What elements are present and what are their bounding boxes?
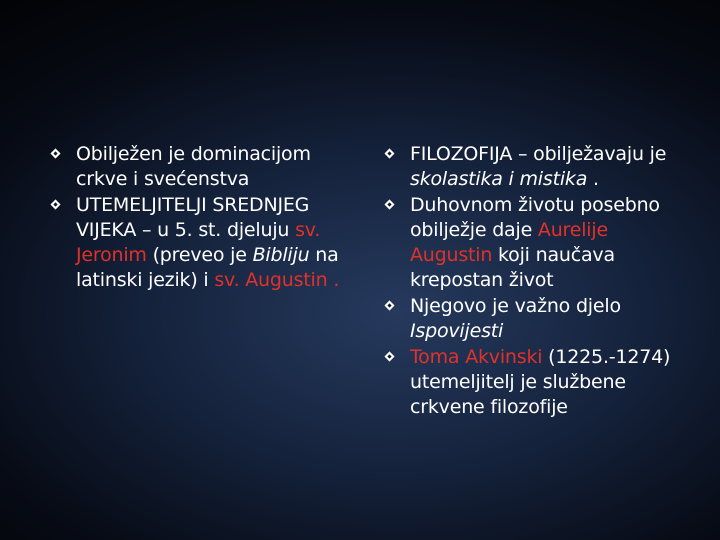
diamond-bullet-icon	[51, 149, 61, 159]
diamond-bullet-icon	[385, 301, 395, 311]
right-bullet-item-3	[382, 294, 694, 344]
title-biblija: Bibliju	[252, 244, 310, 266]
diamond-bullet-icon	[51, 200, 61, 210]
right-item-4-text: (1225.-1274) utemeljitelj je službene crkvene filozofije	[410, 346, 671, 418]
right-bullet-item-4	[382, 345, 694, 420]
diamond-bullet-icon	[385, 149, 395, 159]
skolastika-mistika: skolastika i mistika	[410, 168, 588, 190]
right-item-1-text: .	[587, 168, 599, 190]
right-bullet-item-2	[382, 193, 694, 293]
left-item-1-text: Obilježen je dominacijom crkve i svećenstva	[76, 143, 311, 190]
right-bullet-list	[382, 142, 694, 421]
right-item-3-text: Njegovo je važno djelo	[410, 295, 621, 317]
name-jeronim: sv. Jeronim	[76, 219, 321, 266]
left-item-2-text: .	[327, 269, 340, 291]
diamond-bullet-icon	[385, 200, 395, 210]
right-item-2-text: koji naučava krepostan život	[410, 244, 615, 291]
name-augustin: sv. Augustin	[214, 269, 328, 291]
left-item-2-text: na latinski jezik) i	[76, 244, 339, 291]
diamond-bullet-icon	[385, 352, 395, 362]
left-item-2-text: UTEMELJITELJI SREDNJEG VIJEKA – u 5. st. djeluju	[76, 194, 310, 241]
name-toma-akvinski: Toma Akvinski	[410, 346, 543, 368]
name-aurelije-augustin: Aurelije Augustin	[410, 219, 608, 266]
right-bullet-item-1	[382, 142, 694, 192]
left-bullet-item-1	[48, 142, 358, 192]
right-item-2-text: Duhovnom životu posebno obilježje daje	[410, 194, 660, 241]
left-item-2-text: (preveo je	[146, 244, 253, 266]
left-bullet-list	[48, 142, 358, 294]
left-bullet-item-2	[48, 193, 358, 293]
title-ispovijesti: Ispovijesti	[410, 320, 504, 342]
right-item-1-text: FILOZOFIJA – obilježavaju je	[410, 143, 667, 165]
